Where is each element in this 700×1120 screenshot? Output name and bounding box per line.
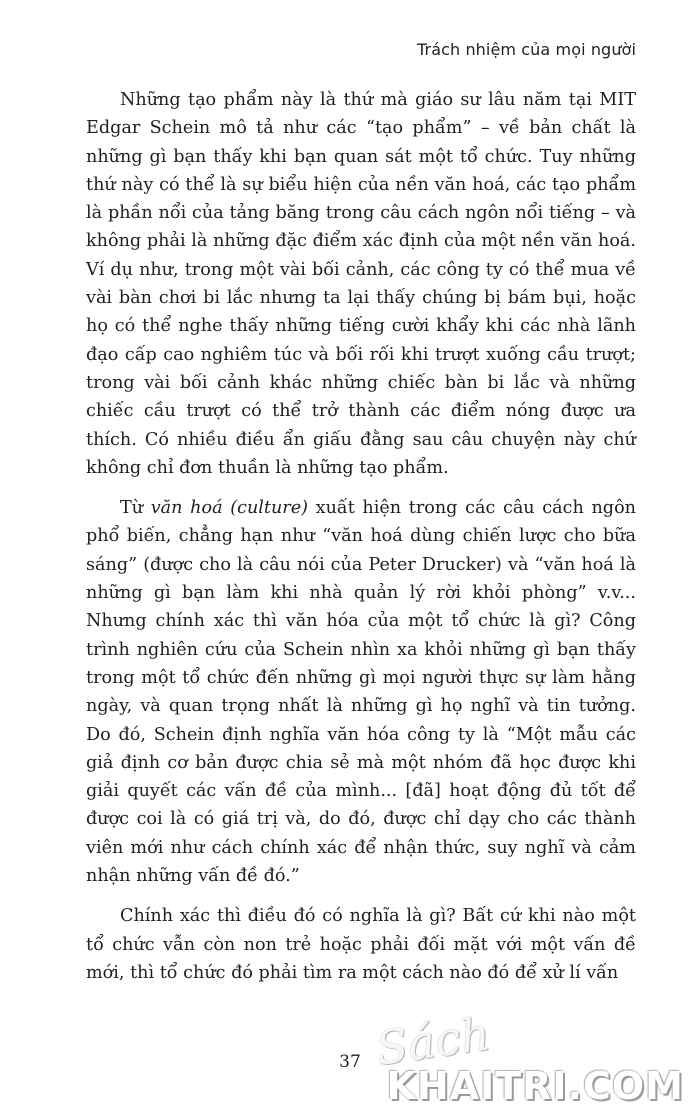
paragraph-2-start: Từ	[120, 498, 151, 519]
running-head: Trách nhiệm của mọi người	[417, 40, 636, 59]
paragraph-3: Chính xác thì điều đó có nghĩa là gì? Bất cứ khi nào một tổ chức vẫn còn non trẻ hoặc phải đối mặt với một vấn đề mới, thì tổ chức đó phải tìm ra một cách nào đó để xử lí vấn	[86, 906, 636, 983]
paragraph-2	[86, 494, 636, 890]
watermark-logo	[364, 1006, 684, 1112]
watermark-script-text: Sách	[372, 1006, 494, 1076]
paragraph-2-italic-term: văn hoá (culture)	[150, 498, 308, 519]
watermark-main-text: KHAITRI.COM	[386, 1064, 684, 1108]
body-text	[86, 86, 636, 987]
page-number: 37	[339, 1052, 361, 1072]
paragraph-1: Những tạo phẩm này là thứ mà giáo sư lâu năm tại MIT Edgar Schein mô tả như các “tạo phẩm” – về bản chất là những gì bạn thấy khi bạn quan sát một tổ chức. Tuy những thứ này có thể là sự biểu hiện của nền văn hoá, các tạo phẩm là phần nổi của tảng băng trong câu cách ngôn nổi tiếng – và không phải là những đặc điểm xác định của một nền văn hoá. Ví dụ như, trong một vài bối cảnh, các công ty có thể mua về vài bàn chơi bi lắc nhưng ta lại thấy chúng bị bám bụi, hoặc họ có thể nghe thấy những tiếng cười khẩy khi các nhà lãnh đạo cấp cao nghiêm túc và bối rối khi trượt xuống cầu trượt; trong vài bối cảnh khác những chiếc bàn bi lắc và những chiếc cầu trượt có thể trở thành các điểm nóng được ưa thích. Có nhiều điều ẩn giấu đằng sau câu chuyện này chứ không chỉ đơn thuần là những tạo phẩm.	[86, 90, 636, 478]
paragraph-2-rest: xuất hiện trong các câu cách ngôn phổ biến, chẳng hạn như “văn hoá dùng chiến lược cho bữa sáng” (được cho là câu nói của Peter Drucker) và “văn hoá là những gì bạn làm khi nhà quản lý rời khỏi phòng” v.v... Nhưng chính xác thì văn hóa của một tổ chức là gì? Công trình nghiên cứu của Schein nhìn xa khỏi những gì bạn thấy trong một tổ chức đến những gì mọi người thực sự làm hằng ngày, và quan trọng nhất là những gì họ nghĩ và tin tưởng. Do đó, Schein định nghĩa văn hóa công ty là “Một mẫu các giả định cơ bản được chia sẻ mà một nhóm đã học được khi giải quyết các vấn đề của mình... [đã] hoạt động đủ tốt để được coi là có giá trị và, do đó, được chỉ dạy cho các thành viên mới như cách chính xác để nhận thức, suy nghĩ và cảm nhận những vấn đề đó.”	[86, 498, 636, 887]
